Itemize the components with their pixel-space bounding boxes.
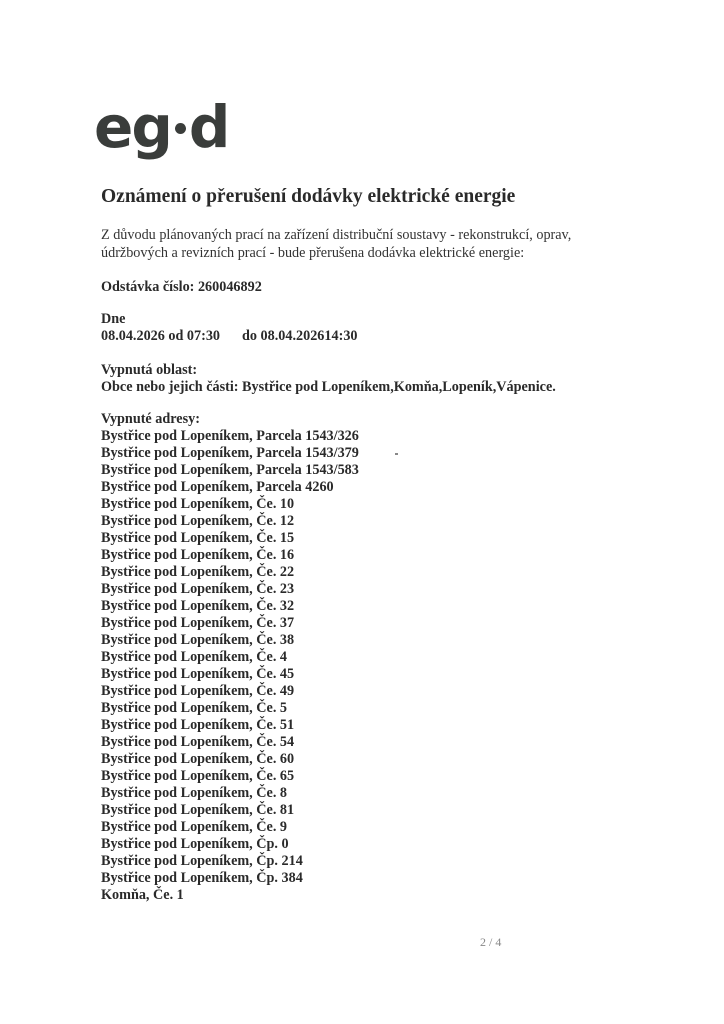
address-item: Bystřice pod Lopeníkem, Čp. 0	[101, 836, 289, 852]
address-item: Bystřice pod Lopeníkem, Če. 81	[101, 802, 295, 818]
outage-number: Odstávka číslo: 260046892	[101, 279, 262, 295]
area-label: Vypnutá oblast:	[101, 362, 198, 378]
page-number: 2 / 4	[480, 935, 502, 949]
address-item: Bystřice pod Lopeníkem, Če. 45	[101, 666, 295, 682]
address-item: Bystřice pod Lopeníkem, Če. 4	[101, 649, 288, 665]
address-item: Bystřice pod Lopeníkem, Čp. 384	[101, 870, 303, 886]
address-item: Bystřice pod Lopeníkem, Če. 49	[101, 683, 295, 699]
address-item: Bystřice pod Lopeníkem, Če. 22	[101, 564, 295, 580]
address-item: Bystřice pod Lopeníkem, Če. 37	[101, 615, 295, 631]
address-item: Bystřice pod Lopeníkem, Če. 65	[101, 768, 295, 784]
logo-text-right: d	[188, 93, 229, 161]
address-item: Bystřice pod Lopeníkem, Če. 8	[101, 785, 288, 801]
address-item: Bystřice pod Lopeníkem, Če. 5	[101, 700, 288, 716]
address-item: Bystřice pod Lopeníkem, Parcela 1543/326	[101, 428, 359, 444]
page-title: Oznámení o přerušení dodávky elektrické energie	[101, 186, 516, 207]
address-item: Bystřice pod Lopeníkem, Če. 16	[101, 547, 295, 563]
area-value: Obce nebo jejich části: Bystřice pod Lopeníkem,Komňa,Lopeník,Vápenice.	[101, 379, 556, 395]
address-item: Bystřice pod Lopeníkem, Če. 23	[101, 581, 295, 597]
date-section	[101, 311, 358, 345]
address-item: Komňa, Če. 1	[101, 887, 184, 903]
address-item: Bystřice pod Lopeníkem, Če. 32	[101, 598, 295, 614]
address-item: Bystřice pod Lopeníkem, Čp. 214	[101, 853, 303, 869]
address-item: Bystřice pod Lopeníkem, Če. 15	[101, 530, 295, 546]
address-list	[101, 428, 359, 904]
intro-line-2: údržbových a revizních prací - bude přerušena dodávka elektrické energie:	[101, 245, 525, 261]
date-to: do 08.04.202614:30	[242, 328, 358, 344]
address-item: Bystřice pod Lopeníkem, Če. 60	[101, 751, 295, 767]
intro-line-1: Z důvodu plánovaných prací na zařízení distribuční soustavy - rekonstrukcí, oprav,	[101, 227, 572, 243]
addresses-section	[101, 411, 359, 904]
addresses-label: Vypnuté adresy:	[101, 411, 200, 427]
address-item: Bystřice pod Lopeníkem, Če. 12	[101, 513, 295, 529]
address-item: Bystřice pod Lopeníkem, Parcela 1543/379	[101, 445, 359, 461]
logo-dot-icon	[175, 123, 186, 134]
address-item: Bystřice pod Lopeníkem, Parcela 1543/583	[101, 462, 359, 478]
address-item: Bystřice pod Lopeníkem, Parcela 4260	[101, 479, 334, 495]
date-range	[101, 328, 358, 345]
area-section	[101, 362, 556, 396]
address-item: Bystřice pod Lopeníkem, Če. 10	[101, 496, 295, 512]
date-label: Dne	[101, 311, 126, 327]
logo-text-left: eg	[94, 93, 171, 161]
egd-logo	[94, 93, 229, 161]
address-item: Bystřice pod Lopeníkem, Če. 51	[101, 717, 295, 733]
date-from: 08.04.2026 od 07:30	[101, 328, 221, 344]
scan-artifact	[395, 453, 398, 455]
address-item: Bystřice pod Lopeníkem, Če. 54	[101, 734, 295, 750]
address-item: Bystřice pod Lopeníkem, Če. 38	[101, 632, 295, 648]
address-item: Bystřice pod Lopeníkem, Če. 9	[101, 819, 288, 835]
intro-paragraph	[101, 226, 621, 262]
